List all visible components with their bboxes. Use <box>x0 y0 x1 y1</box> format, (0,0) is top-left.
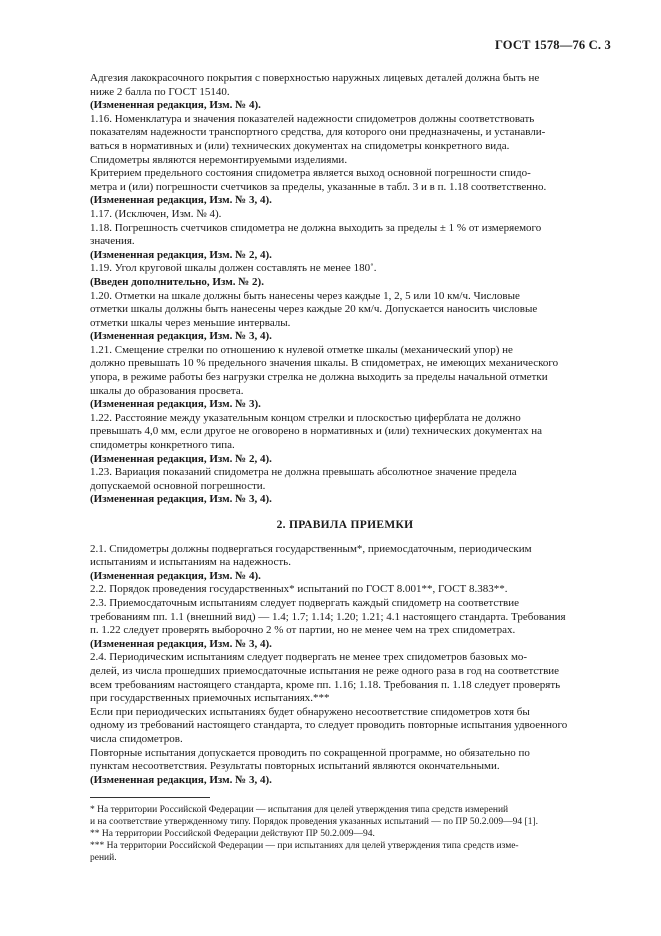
section-1-line: шкалы до образования просвета. <box>90 384 244 397</box>
section-1-line: допускаемой основной погрешности. <box>90 479 266 492</box>
section-1-line: 1.22. Расстояние между указательным концом стрелки и плоскостью циферблата не должно <box>90 411 521 424</box>
section-2-line: пунктам несоответствия. Результаты повторных испытаний являются окончательными. <box>90 760 500 773</box>
document-body <box>90 72 600 864</box>
footnote-line: рений. <box>90 853 117 864</box>
section-2-line: всем требованиям настоящего стандарта, кроме пп. 1.16; 1.18. Требования п. 1.18 следует проверять <box>90 678 561 691</box>
section-1-line: 1.23. Вариация показаний спидометра не должна превышать абсолютное значение предела <box>90 466 517 479</box>
section-1-line: Адгезия лакокрасочного покрытия с поверхностью наружных лицевых деталей должна быть не <box>90 72 540 84</box>
section-1-line: (Введен дополнительно, Изм. № 2). <box>90 275 264 288</box>
footnote-line: *** На территории Российской Федерации — при испытаниях для целей утверждения типа средств изме- <box>90 841 519 852</box>
section-2-line: 2.4. Периодическим испытаниям следует подвергать не менее трех спидометров базовых мо- <box>90 651 528 664</box>
section-2-line: требованиям пп. 1.1 (внешний вид) — 1.4; 1.7; 1.14; 1.20; 1.21; 4.1 настоящего стандарта. Требования <box>90 610 566 623</box>
section-1-line: 1.16. Номенклатура и значения показателей надежности спидометров должны соответствовать <box>90 112 535 125</box>
footnote-line: * На территории Российской Федерации — испытания для целей утверждения типа средств измерений <box>90 805 509 816</box>
section-2-line: при государственных приемочных испытаниях.*** <box>90 692 330 705</box>
section-1-line: должно превышать 10 % предельного значения шкалы. В спидометрах, не имеющих механического <box>90 357 559 370</box>
section-2-line: 2.1. Спидометры должны подвергаться государственным*, приемосдаточным, периодическим <box>90 542 532 555</box>
section-1-line: превышать 4,0 мм, если другое не оговорено в нормативных и (или) технических документах на <box>90 425 543 438</box>
section-2-line: 2.3. Приемосдаточным испытаниям следует подвергать каждый спидометр на соответствие <box>90 596 519 609</box>
section-2-line: Если при периодических испытаниях будет обнаружено несоответствие спидометров хотя бы <box>90 705 530 718</box>
section-1-line: отметки шкалы должны быть нанесены через каждые 20 км/ч. Допускается наносить числовые <box>90 303 538 316</box>
section-2-line: 2.2. Порядок проведения государственных* испытаний по ГОСТ 8.001**, ГОСТ 8.383**. <box>90 583 508 596</box>
section-1-line: (Измененная редакция, Изм. № 2, 4). <box>90 452 272 465</box>
section-2-line: п. 1.22 следует проверять выборочно 2 % от партии, но не менее чем на трех спидометрах. <box>90 624 516 637</box>
section-2-line: испытаниям и испытаниям на надежность. <box>90 556 291 569</box>
section-1-line: спидометры конкретного типа. <box>90 439 235 452</box>
section-2-title: 2. ПРАВИЛА ПРИЕМКИ <box>276 519 414 531</box>
section-1-line: метра и (или) погрешности счетчиков за пределы, указанные в табл. 3 и в п. 1.18 соответственно. <box>90 180 547 193</box>
section-1-line: (Измененная редакция, Изм. № 2, 4). <box>90 248 272 261</box>
section-1-text <box>90 72 600 507</box>
footnote-line: и на соответствие утвержденному типу. Порядок проведения указанных испытаний — по ПР 50.2.009—94 [1]. <box>90 817 538 828</box>
section-2-line: числа спидометров. <box>90 732 183 745</box>
section-1-line: Спидометры являются неремонтируемыми изделиями. <box>90 153 348 166</box>
section-2-line: (Измененная редакция, Изм. № 3, 4). <box>90 773 272 786</box>
section-1-line: 1.17. (Исключен, Изм. № 4). <box>90 207 222 220</box>
section-2-text <box>90 543 600 788</box>
section-2-line: Повторные испытания допускается проводить по сокращенной программе, но обязательно по <box>90 746 530 759</box>
footnote-line: ** На территории Российской Федерации действуют ПР 50.2.009—94. <box>90 829 375 840</box>
footnote-divider <box>90 797 210 798</box>
section-1-line: (Измененная редакция, Изм. № 3, 4). <box>90 194 272 207</box>
section-1-line: значения. <box>90 235 135 248</box>
section-1-line: 1.21. Смещение стрелки по отношению к нулевой отметке шкалы (механический упор) не <box>90 343 513 356</box>
footnotes <box>90 804 600 864</box>
section-1-line: (Измененная редакция, Изм. № 3, 4). <box>90 493 272 506</box>
section-1-line: ниже 2 балла по ГОСТ 15140. <box>90 85 230 98</box>
section-1-line: отметки шкалы через меньшие интервалы. <box>90 316 291 329</box>
section-1-line: ваться в нормативных и (или) технических документах на спидометры конкретного вида. <box>90 139 510 152</box>
section-2-line: делей, из числа прошедших приемосдаточные испытания не реже одного раза в год на соответствие <box>90 664 560 677</box>
section-1-line: показателям надежности транспортного средства, для которого они предназначены, и устанавли- <box>90 126 546 139</box>
section-1-line: Критерием предельного состояния спидометра является выход основной погрешности спидо- <box>90 167 531 180</box>
section-2-line: (Измененная редакция, Изм. № 4). <box>90 569 261 582</box>
section-1-line: 1.18. Погрешность счетчиков спидометра не должна выходить за пределы ± 1 % от измеряемого <box>90 221 542 234</box>
page-header: ГОСТ 1578—76 С. 3 <box>494 38 611 52</box>
section-1-line: (Измененная редакция, Изм. № 4). <box>90 99 261 112</box>
section-1-line: 1.20. Отметки на шкале должны быть нанесены через каждые 1, 2, 5 или 10 км/ч. Числовые <box>90 289 520 302</box>
section-1-line: (Измененная редакция, Изм. № 3, 4). <box>90 330 272 343</box>
section-1-line: (Измененная редакция, Изм. № 3). <box>90 398 261 411</box>
section-1-line: упора, в режиме работы без нагрузки стрелка не должна выходить за пределы начальной отметки <box>90 371 548 384</box>
section-2-line: (Измененная редакция, Изм. № 3, 4). <box>90 637 272 650</box>
section-2-line: одному из требований настоящего стандарта, то следует проводить повторные испытания удвоенного <box>90 719 568 732</box>
section-1-line: 1.19. Угол круговой шкалы должен составлять не менее 180˚. <box>90 262 377 275</box>
